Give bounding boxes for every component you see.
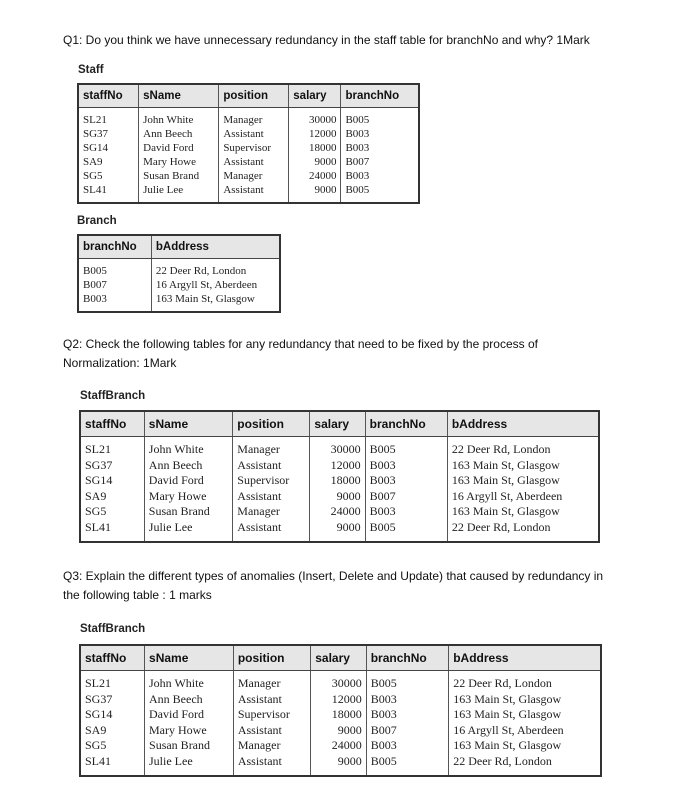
staffbranch-table-1-caption: StaffBranch bbox=[80, 390, 146, 402]
table-row bbox=[78, 155, 419, 169]
table-cell: SL41 bbox=[85, 519, 112, 534]
table-row bbox=[80, 458, 599, 474]
table-cell: B005 bbox=[341, 108, 419, 128]
table-cell: 22 Deer Rd, London bbox=[449, 671, 601, 692]
column-header: sName bbox=[144, 411, 233, 437]
table-cell: SG5 bbox=[85, 738, 107, 753]
table-cell: SA9 bbox=[85, 488, 107, 503]
table-cell: Manager bbox=[233, 738, 310, 754]
table-cell: Julie Lee bbox=[139, 183, 219, 203]
table-cell: 9000 bbox=[311, 754, 366, 776]
table-cell: 16 Argyll St, Aberdeen bbox=[449, 723, 601, 739]
table-cell: B007 bbox=[365, 489, 447, 505]
table-cell: SG37 bbox=[83, 128, 109, 140]
table-row bbox=[78, 278, 280, 292]
table-cell: SG5 bbox=[83, 170, 103, 182]
table-cell: Supervisor bbox=[233, 473, 310, 489]
question-3-line-1: Q3: Explain the different types of anomalies (Insert, Delete and Update) that caused by redundancy in bbox=[63, 569, 604, 583]
table-cell: Assistant bbox=[233, 754, 310, 776]
staff-table-caption: Staff bbox=[78, 64, 104, 76]
table-cell: Ann Beech bbox=[139, 127, 219, 141]
staffbranch-table-2 bbox=[79, 644, 602, 777]
table-row bbox=[78, 259, 280, 279]
table-cell: Assistant bbox=[233, 458, 310, 474]
table-row bbox=[80, 671, 601, 692]
table-cell: 9000 bbox=[289, 155, 341, 169]
table-cell: B003 bbox=[341, 169, 419, 183]
table-cell: SG14 bbox=[85, 707, 113, 722]
table-cell: SL41 bbox=[85, 753, 112, 768]
table-header-row bbox=[80, 411, 599, 437]
table-cell: 12000 bbox=[310, 458, 365, 474]
table-row bbox=[80, 504, 599, 520]
table-cell: 22 Deer Rd, London bbox=[449, 754, 601, 776]
table-cell: B003 bbox=[83, 293, 107, 305]
table-cell: 163 Main St, Glasgow bbox=[449, 707, 601, 723]
table-row bbox=[80, 520, 599, 542]
table-cell: Supervisor bbox=[233, 707, 310, 723]
column-header: staffNo bbox=[80, 411, 144, 437]
table-cell: SG37 bbox=[85, 691, 113, 706]
column-header: staffNo bbox=[80, 645, 145, 671]
table-cell: Assistant bbox=[219, 155, 289, 169]
table-cell: 163 Main St, Glasgow bbox=[151, 292, 280, 312]
table-cell: 24000 bbox=[311, 738, 366, 754]
column-header: bAddress bbox=[449, 645, 601, 671]
table-cell: SG14 bbox=[83, 142, 109, 154]
table-header-row bbox=[80, 645, 601, 671]
table-row bbox=[78, 169, 419, 183]
table-row bbox=[78, 141, 419, 155]
table-cell: B003 bbox=[341, 141, 419, 155]
table-cell: Assistant bbox=[233, 692, 310, 708]
column-header: position bbox=[233, 411, 310, 437]
table-cell: Manager bbox=[219, 169, 289, 183]
table-cell: B005 bbox=[83, 265, 107, 277]
table-cell: SA9 bbox=[83, 156, 103, 168]
table-cell: Manager bbox=[219, 108, 289, 128]
question-2-line-1: Q2: Check the following tables for any redundancy that need to be fixed by the process of bbox=[63, 337, 538, 351]
table-cell: 30000 bbox=[289, 108, 341, 128]
table-cell: SL21 bbox=[85, 442, 112, 456]
table-cell: John White bbox=[139, 108, 219, 128]
table-cell: Ann Beech bbox=[144, 458, 233, 474]
table-cell: 12000 bbox=[289, 127, 341, 141]
table-row bbox=[78, 108, 419, 128]
branch-table bbox=[77, 234, 281, 313]
table-cell: B005 bbox=[365, 437, 447, 458]
table-cell: B003 bbox=[365, 504, 447, 520]
table-cell: Assistant bbox=[233, 723, 310, 739]
table-cell: 163 Main St, Glasgow bbox=[447, 473, 599, 489]
table-cell: B003 bbox=[366, 738, 449, 754]
table-cell: John White bbox=[144, 437, 233, 458]
table-cell: 24000 bbox=[289, 169, 341, 183]
table-cell: Susan Brand bbox=[145, 738, 234, 754]
table-row bbox=[80, 738, 601, 754]
column-header: salary bbox=[289, 84, 341, 108]
table-cell: 9000 bbox=[310, 520, 365, 542]
column-header: staffNo bbox=[78, 84, 139, 108]
branch-table-caption: Branch bbox=[77, 215, 117, 227]
table-cell: SG14 bbox=[85, 473, 113, 488]
column-header: position bbox=[233, 645, 310, 671]
table-row bbox=[80, 692, 601, 708]
table-row bbox=[80, 473, 599, 489]
table-row bbox=[80, 723, 601, 739]
table-cell: 22 Deer Rd, London bbox=[447, 437, 599, 458]
table-header-row bbox=[78, 235, 280, 259]
table-cell: Mary Howe bbox=[144, 489, 233, 505]
table-cell: Manager bbox=[233, 504, 310, 520]
table-cell: Mary Howe bbox=[145, 723, 234, 739]
table-row bbox=[80, 437, 599, 458]
table-cell: 24000 bbox=[310, 504, 365, 520]
table-cell: B003 bbox=[366, 707, 449, 723]
table-cell: 163 Main St, Glasgow bbox=[449, 692, 601, 708]
table-cell: Supervisor bbox=[219, 141, 289, 155]
table-cell: Assistant bbox=[219, 127, 289, 141]
table-cell: 9000 bbox=[289, 183, 341, 203]
table-row bbox=[80, 707, 601, 723]
question-2-line-2: Normalization: 1Mark bbox=[63, 356, 177, 370]
table-cell: 18000 bbox=[310, 473, 365, 489]
table-cell: John White bbox=[145, 671, 234, 692]
table-cell: B007 bbox=[341, 155, 419, 169]
table-cell: Julie Lee bbox=[144, 520, 233, 542]
table-cell: Assistant bbox=[219, 183, 289, 203]
table-cell: 18000 bbox=[289, 141, 341, 155]
table-cell: B005 bbox=[341, 183, 419, 203]
table-cell: Susan Brand bbox=[144, 504, 233, 520]
table-row bbox=[78, 292, 280, 312]
table-header-row bbox=[78, 84, 419, 108]
table-cell: David Ford bbox=[139, 141, 219, 155]
table-cell: 163 Main St, Glasgow bbox=[447, 504, 599, 520]
table-cell: B003 bbox=[365, 473, 447, 489]
table-cell: SG37 bbox=[85, 457, 113, 472]
table-cell: Mary Howe bbox=[139, 155, 219, 169]
table-cell: 30000 bbox=[311, 671, 366, 692]
staffbranch-table-1 bbox=[79, 410, 600, 543]
table-cell: 163 Main St, Glasgow bbox=[449, 738, 601, 754]
table-cell: 30000 bbox=[310, 437, 365, 458]
table-cell: 18000 bbox=[311, 707, 366, 723]
table-cell: B005 bbox=[365, 520, 447, 542]
table-cell: B005 bbox=[366, 754, 449, 776]
table-row bbox=[80, 489, 599, 505]
table-cell: David Ford bbox=[144, 473, 233, 489]
table-cell: 22 Deer Rd, London bbox=[151, 259, 280, 279]
table-cell: SA9 bbox=[85, 722, 107, 737]
table-cell: 12000 bbox=[311, 692, 366, 708]
table-cell: B003 bbox=[341, 127, 419, 141]
table-cell: Manager bbox=[233, 671, 310, 692]
column-header: salary bbox=[311, 645, 366, 671]
table-cell: 9000 bbox=[310, 489, 365, 505]
question-1: Q1: Do you think we have unnecessary redundancy in the staff table for branchNo and why? 1Mark bbox=[63, 33, 590, 47]
table-cell: B005 bbox=[366, 671, 449, 692]
table-cell: SL21 bbox=[85, 676, 112, 690]
column-header: sName bbox=[139, 84, 219, 108]
table-cell: B007 bbox=[366, 723, 449, 739]
table-row bbox=[80, 754, 601, 776]
column-header: branchNo bbox=[78, 235, 151, 259]
table-row bbox=[78, 183, 419, 203]
column-header: salary bbox=[310, 411, 365, 437]
table-cell: B007 bbox=[83, 279, 107, 291]
table-cell: Manager bbox=[233, 437, 310, 458]
column-header: bAddress bbox=[447, 411, 599, 437]
table-cell: 16 Argyll St, Aberdeen bbox=[151, 278, 280, 292]
table-cell: Assistant bbox=[233, 489, 310, 505]
column-header: position bbox=[219, 84, 289, 108]
column-header: branchNo bbox=[365, 411, 447, 437]
table-cell: Susan Brand bbox=[139, 169, 219, 183]
column-header: branchNo bbox=[366, 645, 449, 671]
table-cell: 163 Main St, Glasgow bbox=[447, 458, 599, 474]
question-3-line-2: the following table : 1 marks bbox=[63, 588, 212, 602]
table-cell: SL41 bbox=[83, 184, 107, 196]
table-row bbox=[78, 127, 419, 141]
table-cell: 16 Argyll St, Aberdeen bbox=[447, 489, 599, 505]
staffbranch-table-2-caption: StaffBranch bbox=[80, 623, 146, 635]
table-cell: Ann Beech bbox=[145, 692, 234, 708]
column-header: bAddress bbox=[151, 235, 280, 259]
column-header: branchNo bbox=[341, 84, 419, 108]
table-cell: B003 bbox=[365, 458, 447, 474]
table-cell: 9000 bbox=[311, 723, 366, 739]
table-cell: B003 bbox=[366, 692, 449, 708]
staff-table bbox=[77, 83, 420, 204]
table-cell: 22 Deer Rd, London bbox=[447, 520, 599, 542]
table-cell: David Ford bbox=[145, 707, 234, 723]
table-cell: Julie Lee bbox=[145, 754, 234, 776]
table-cell: Assistant bbox=[233, 520, 310, 542]
table-cell: SL21 bbox=[83, 114, 107, 126]
table-cell: SG5 bbox=[85, 504, 107, 519]
column-header: sName bbox=[145, 645, 234, 671]
